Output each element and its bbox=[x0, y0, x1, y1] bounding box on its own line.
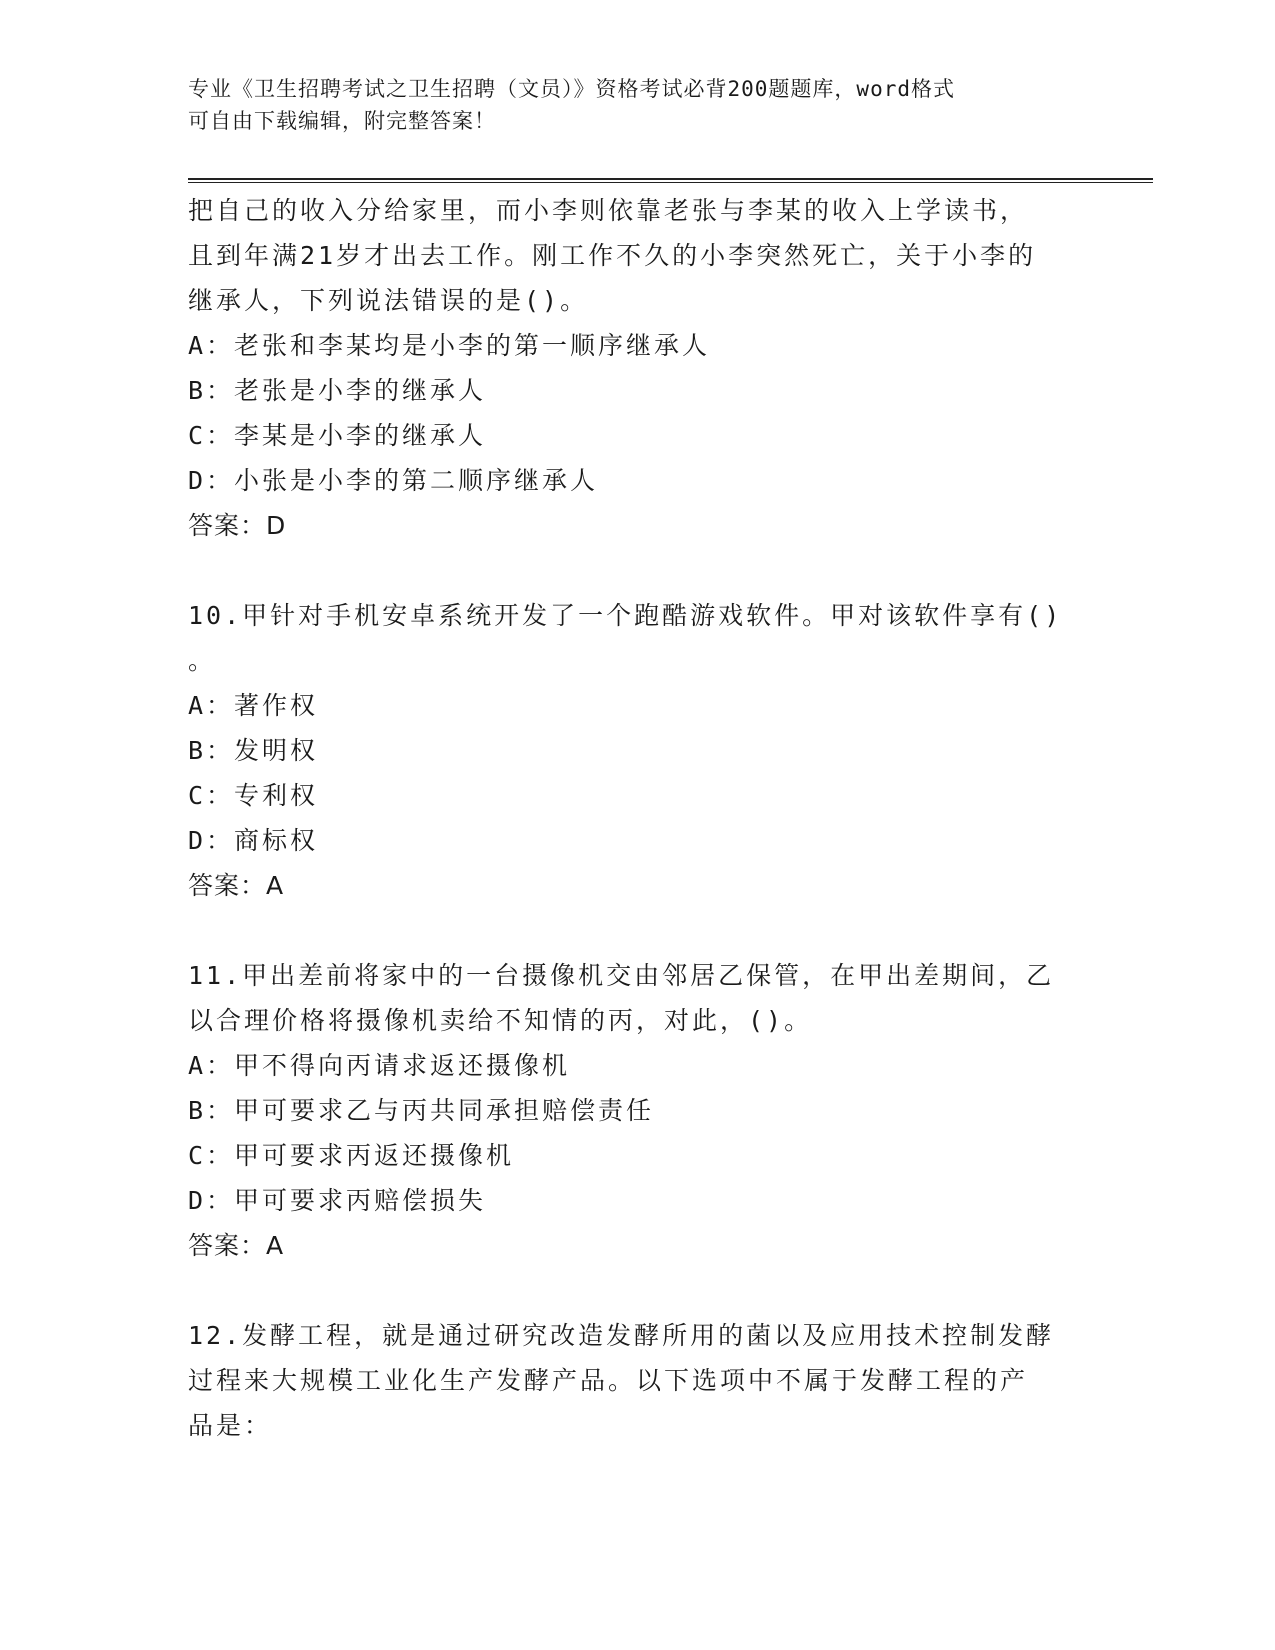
question-stem-line: 12.发酵工程，就是通过研究改造发酵所用的菌以及应用技术控制发酵 bbox=[188, 1321, 1055, 1350]
option-a: A：老张和李某均是小李的第一顺序继承人 bbox=[188, 331, 711, 360]
header-divider bbox=[188, 178, 1153, 183]
answer-line: 答案：A bbox=[188, 1231, 285, 1260]
option-a: A：甲不得向丙请求返还摄像机 bbox=[188, 1051, 571, 1080]
question-stem-line: 以合理价格将摄像机卖给不知情的丙，对此，()。 bbox=[188, 1006, 813, 1035]
answer-line: 答案：D bbox=[188, 511, 287, 540]
question-stem-line: 11.甲出差前将家中的一台摄像机交由邻居乙保管，在甲出差期间，乙 bbox=[188, 961, 1055, 990]
option-d: D：甲可要求丙赔偿损失 bbox=[188, 1186, 487, 1215]
question-stem-line: 且到年满21岁才出去工作。刚工作不久的小李突然死亡，关于小李的 bbox=[188, 241, 1037, 270]
question-stem-line: 把自己的收入分给家里，而小李则依靠老张与李某的收入上学读书， bbox=[188, 196, 1029, 225]
option-b: B：甲可要求乙与丙共同承担赔偿责任 bbox=[188, 1096, 655, 1125]
option-c: C：甲可要求丙返还摄像机 bbox=[188, 1141, 515, 1170]
question-9 bbox=[188, 188, 1078, 549]
option-a: A：著作权 bbox=[188, 691, 319, 720]
header-title-line-2: 可自由下载编辑，附完整答案！ bbox=[188, 109, 496, 133]
option-d: D：商标权 bbox=[188, 826, 319, 855]
option-b: B：发明权 bbox=[188, 736, 319, 765]
question-12 bbox=[188, 1313, 1078, 1448]
question-stem-line: 过程来大规模工业化生产发酵产品。以下选项中不属于发酵工程的产 bbox=[188, 1366, 1029, 1395]
question-spacer bbox=[188, 549, 1078, 593]
answer-line: 答案：A bbox=[188, 871, 285, 900]
document-header bbox=[188, 73, 1068, 137]
option-c: C：专利权 bbox=[188, 781, 319, 810]
question-stem-line: 继承人，下列说法错误的是()。 bbox=[188, 286, 589, 315]
question-10 bbox=[188, 593, 1078, 909]
question-stem-line: 。 bbox=[188, 646, 217, 675]
option-b: B：老张是小李的继承人 bbox=[188, 376, 487, 405]
header-title-line-1: 专业《卫生招聘考试之卫生招聘（文员）》资格考试必背200题题库，word格式 bbox=[188, 77, 955, 101]
question-spacer bbox=[188, 909, 1078, 953]
question-stem-line: 品是： bbox=[188, 1411, 273, 1440]
question-stem-line: 10.甲针对手机安卓系统开发了一个跑酷游戏软件。甲对该软件享有() bbox=[188, 601, 1063, 630]
option-c: C：李某是小李的继承人 bbox=[188, 421, 487, 450]
question-11 bbox=[188, 953, 1078, 1269]
question-list bbox=[188, 188, 1078, 1448]
question-spacer bbox=[188, 1269, 1078, 1313]
option-d: D：小张是小李的第二顺序继承人 bbox=[188, 466, 599, 495]
